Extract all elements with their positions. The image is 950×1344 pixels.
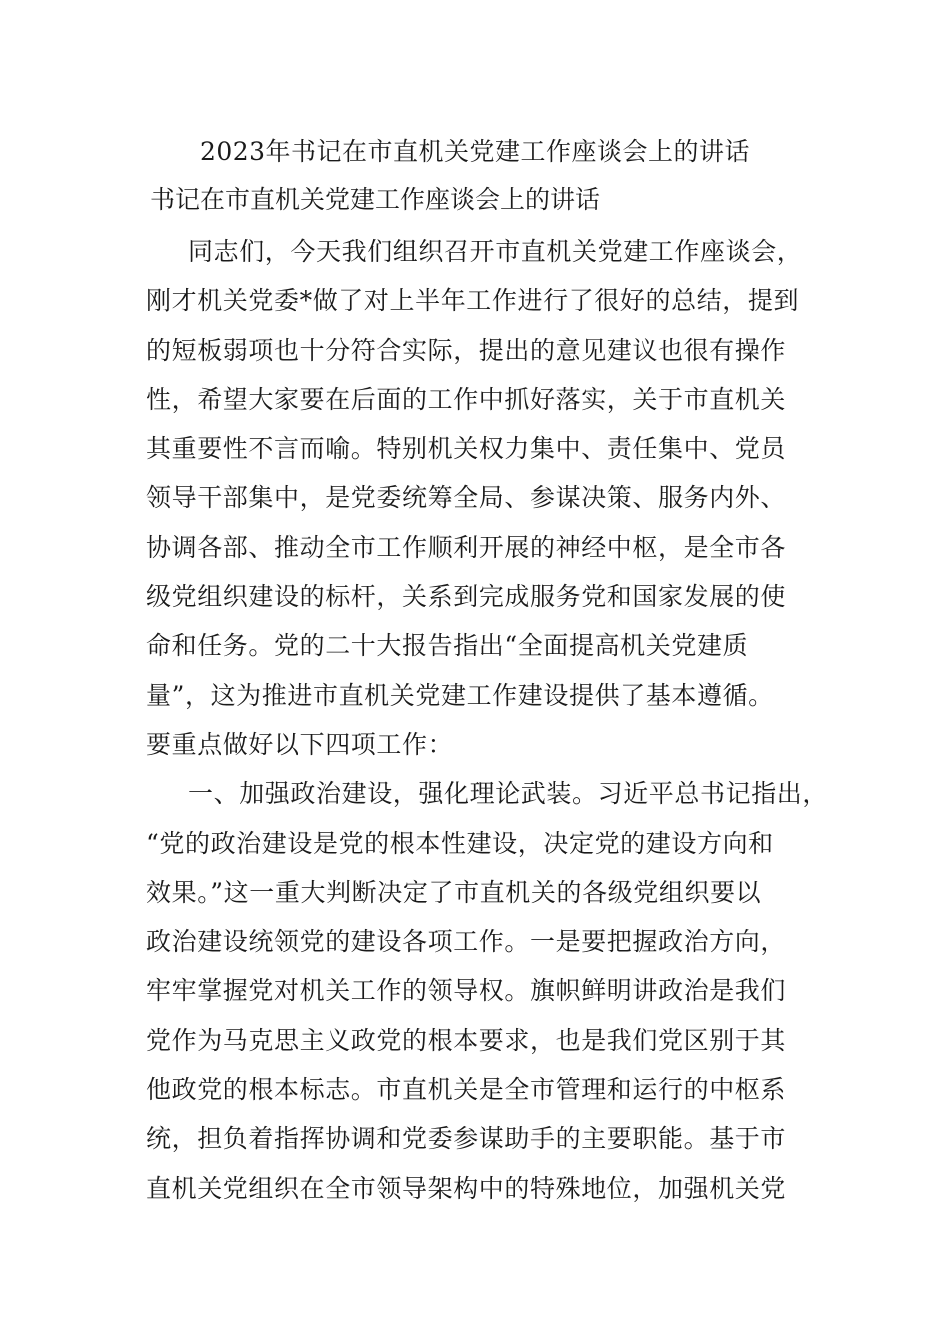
body-line: 性，希望大家要在后面的工作中抓好落实，关于市直机关 xyxy=(146,384,787,414)
document-subtitle: 书记在市直机关党建工作座谈会上的讲话 xyxy=(150,185,601,214)
document-title: 2023年书记在市直机关党建工作座谈会上的讲话 xyxy=(199,137,751,166)
body-line: 刚才机关党委*做了对上半年工作进行了很好的总结，提到 xyxy=(146,286,800,316)
body-line: 级党组织建设的标杆，关系到完成服务党和国家发展的使 xyxy=(146,582,787,612)
body-line: 政治建设统领党的建设各项工作。一是要把握政治方向， xyxy=(146,927,787,957)
body-line: 一、加强政治建设，强化理论武装。习近平总书记指出， xyxy=(188,779,829,809)
body-line: 的短板弱项也十分符合实际，提出的意见建议也很有操作 xyxy=(146,335,787,365)
body-line: 要重点做好以下四项工作： xyxy=(146,729,454,759)
document-body xyxy=(146,232,829,1218)
body-line: “党的政治建设是党的根本性建设，决定党的建设方向和 xyxy=(146,828,774,858)
body-line: 效果。”这一重大判断决定了市直机关的各级党组织要以 xyxy=(146,877,762,907)
body-line: 他政党的根本标志。市直机关是全市管理和运行的中枢系 xyxy=(146,1075,787,1105)
body-line: 牢牢掌握党对机关工作的领导权。旗帜鲜明讲政治是我们 xyxy=(146,976,787,1006)
body-line: 直机关党组织在全市领导架构中的特殊地位，加强机关党 xyxy=(146,1173,787,1203)
body-line: 统，担负着指挥协调和党委参谋助手的主要职能。基于市 xyxy=(146,1124,787,1154)
body-line: 协调各部、推动全市工作顺利开展的神经中枢，是全市各 xyxy=(146,532,787,562)
body-line: 命和任务。党的二十大报告指出“全面提高机关党建质 xyxy=(146,631,749,661)
body-line: 量”，这为推进市直机关党建工作建设提供了基本遵循。 xyxy=(146,680,774,710)
body-line: 领导干部集中，是党委统筹全局、参谋决策、服务内外、 xyxy=(146,483,787,513)
body-line: 同志们，今天我们组织召开市直机关党建工作座谈会， xyxy=(188,237,803,266)
body-line: 党作为马克思主义政党的根本要求，也是我们党区别于其 xyxy=(146,1025,787,1055)
body-line: 其重要性不言而喻。特别机关权力集中、责任集中、党员 xyxy=(146,434,787,464)
